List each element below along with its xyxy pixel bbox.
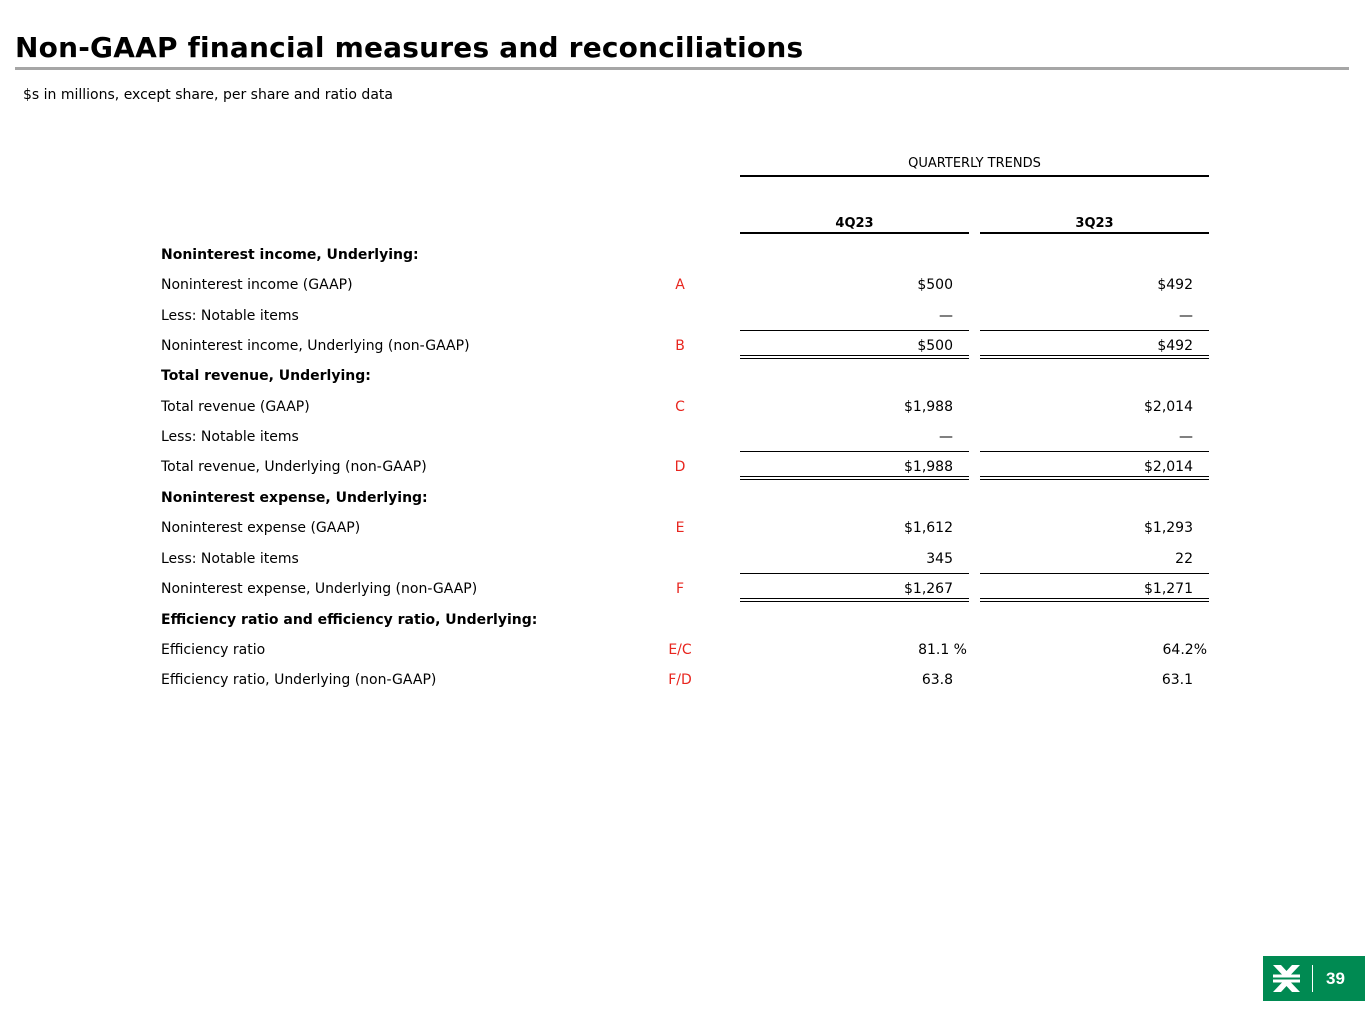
row-reference: D [674, 459, 686, 475]
row-label: Noninterest expense, Underlying (non-GAAP) [161, 581, 478, 597]
value-4q23: $1,612 [904, 520, 953, 536]
row-label: Noninterest income (GAAP) [161, 277, 353, 293]
value-4q23: — [740, 429, 969, 452]
value-3q23: $492 [1157, 277, 1193, 293]
table-row [0, 605, 1365, 635]
row-reference: B [675, 338, 685, 354]
row-label: Noninterest income, Underlying (non-GAAP) [161, 338, 470, 354]
page-title: Non-GAAP financial measures and reconciliations [15, 31, 804, 64]
row-reference: E/C [668, 642, 692, 658]
citizens-logo-icon [1273, 965, 1300, 992]
value-4q23: $1,988 [904, 399, 953, 415]
value-3q23: $2,014 [1144, 399, 1193, 415]
table-row [0, 665, 1365, 695]
value-4q23: $1,267 [740, 581, 969, 602]
table-row [0, 301, 1365, 331]
value-3q23: $2,014 [980, 459, 1209, 480]
title-divider [15, 67, 1349, 70]
badge-divider [1312, 965, 1313, 992]
row-label: Total revenue, Underlying (non-GAAP) [161, 459, 427, 475]
row-label: Less: Notable items [161, 551, 299, 567]
row-reference: C [675, 399, 685, 415]
row-label: Total revenue (GAAP) [161, 399, 310, 415]
value-4q23: $1,988 [740, 459, 969, 480]
column-header-4q23: 4Q23 [740, 216, 969, 234]
table-row [0, 331, 1365, 361]
value-4q23: 81.1 % [918, 642, 967, 658]
value-3q23: 64.2% [1162, 642, 1207, 658]
value-3q23: $492 [980, 338, 1209, 359]
section-heading: Total revenue, Underlying: [161, 368, 371, 384]
row-label: Less: Notable items [161, 429, 299, 445]
value-3q23: — [980, 308, 1209, 331]
value-3q23: $1,271 [980, 581, 1209, 602]
row-label: Less: Notable items [161, 308, 299, 324]
value-4q23: $500 [917, 277, 953, 293]
value-3q23: — [980, 429, 1209, 452]
value-4q23: — [740, 308, 969, 331]
section-heading: Efficiency ratio and efficiency ratio, Underlying: [161, 612, 538, 628]
section-heading: Noninterest expense, Underlying: [161, 490, 428, 506]
row-label: Efficiency ratio [161, 642, 266, 658]
table-row [0, 513, 1365, 543]
table-row [0, 544, 1365, 574]
value-3q23: $1,293 [1144, 520, 1193, 536]
quarterly-trends-header: QUARTERLY TRENDS [740, 156, 1209, 177]
row-label: Noninterest expense (GAAP) [161, 520, 361, 536]
table-row [0, 422, 1365, 452]
row-label: Efficiency ratio, Underlying (non-GAAP) [161, 672, 437, 688]
row-reference: F [675, 581, 685, 597]
value-3q23: 63.1 [1161, 672, 1193, 688]
table-row [0, 574, 1365, 604]
column-header-3q23: 3Q23 [980, 216, 1209, 234]
value-4q23: $500 [740, 338, 969, 359]
table-row [0, 270, 1365, 300]
table-row [0, 452, 1365, 482]
value-3q23: 22 [980, 551, 1209, 574]
page-number: 39 [1326, 969, 1345, 988]
value-4q23: 63.8 [921, 672, 953, 688]
table-row [0, 240, 1365, 270]
table-row [0, 635, 1365, 665]
value-4q23: 345 [740, 551, 969, 574]
table-row [0, 392, 1365, 422]
table-row [0, 483, 1365, 513]
section-heading: Noninterest income, Underlying: [161, 247, 419, 263]
table-row [0, 361, 1365, 391]
page-number-badge [1263, 956, 1365, 1001]
units-note: $s in millions, except share, per share and ratio data [23, 87, 393, 103]
row-reference: E [675, 520, 685, 536]
row-reference: F/D [668, 672, 692, 688]
row-reference: A [675, 277, 685, 293]
